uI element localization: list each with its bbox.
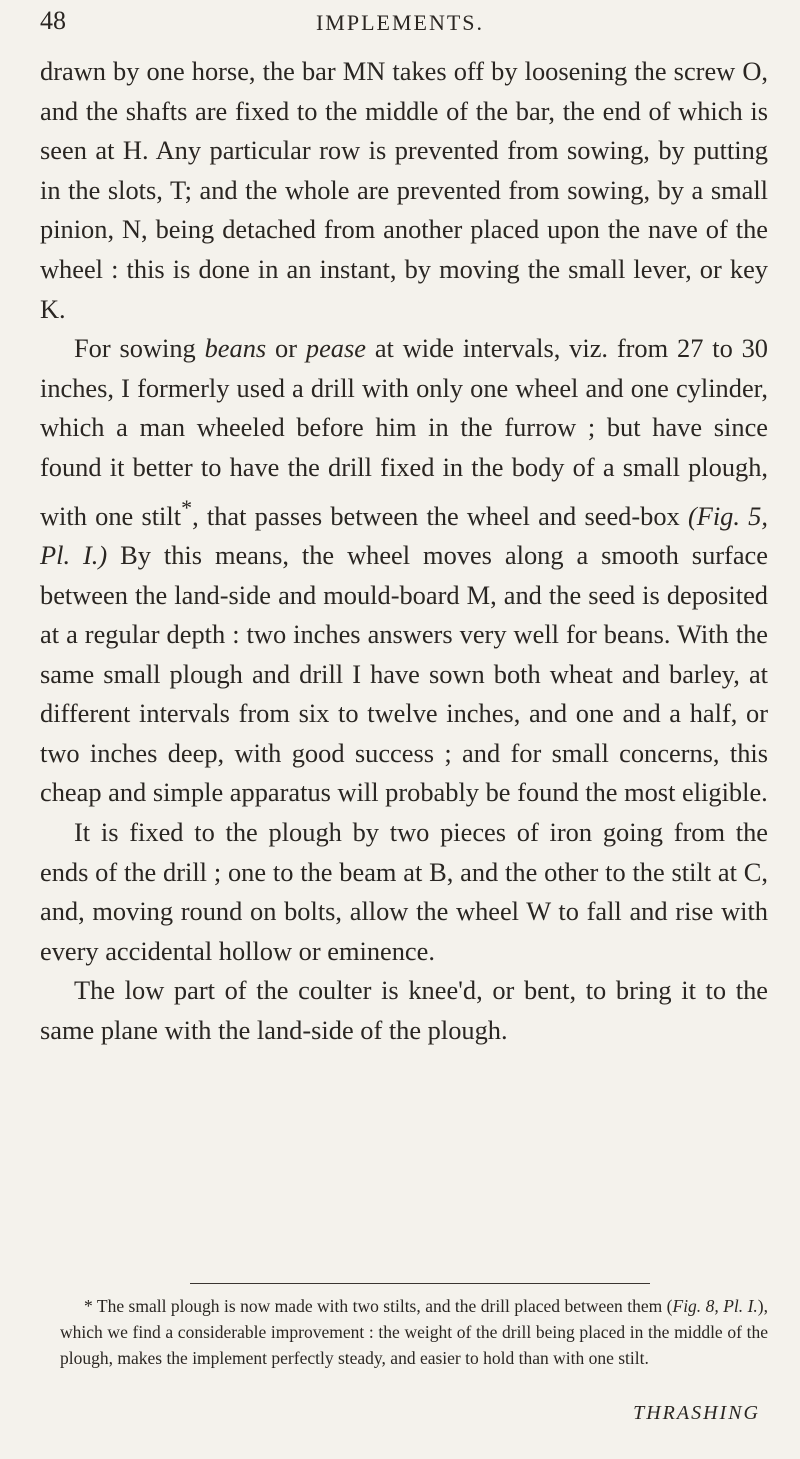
- paragraph-3: It is fixed to the plough by two pieces of iron going from the ends of the drill ; one to the beam at B, and the other to the stilt at C, and, moving round on bolts, allow the wheel W to fall and rise with every accidental hollow or eminence.: [40, 817, 768, 966]
- body-text: [40, 52, 768, 1051]
- paragraph-2: [40, 329, 768, 813]
- paragraph-2-text: By this means, the wheel moves along a smooth surface between the land-side and mould-board M, and the seed is deposited at a regular depth : two inches answers very well for beans. With the same small plough and drill I have sown both wheat and barley, at different intervals from six to twelve inches, and one and a half, or two inches deep, with good success ; and for small concerns, this cheap and simple apparatus will probably be found the most eligible.: [40, 539, 768, 808]
- figure-reference: (Fig. 5, Pl. I.): [40, 500, 768, 570]
- catchword: THRASHING: [633, 1402, 760, 1424]
- footnote-paragraph: [60, 1293, 768, 1371]
- footnote: [60, 1293, 768, 1371]
- paragraph-4: The low part of the coulter is knee'd, or bent, to bring it to the same plane with the land-side of the plough.: [40, 975, 768, 1046]
- page-number: 48: [40, 6, 66, 35]
- footnote-text: ), which we find a considerable improvement : the weight of the drill being placed in the middle of the plough, makes the implement perfectly steady, and easier to hold than with one stilt.: [60, 1296, 768, 1368]
- paragraph-2-text: or: [266, 333, 306, 364]
- footnote-figure-reference: Fig. 8, Pl. I.: [672, 1296, 758, 1316]
- paragraph-2-text: For sowing: [74, 333, 205, 364]
- footnote-text: The small plough is now made with two stilts, and the drill placed between them (: [92, 1296, 673, 1316]
- page-header: [40, 6, 760, 46]
- footnote-reference: *: [181, 494, 193, 520]
- footnote-mark: *: [84, 1296, 93, 1316]
- italic-pease: pease: [305, 333, 366, 364]
- running-head: IMPLEMENTS.: [315, 10, 485, 35]
- paragraph-2-text: at wide intervals, viz. from 27 to 30 inches, I formerly used a drill with only one wheel and one cylinder, which a man wheeled before him in the furrow ; but have since found it better to have the drill fixed in the body of a small plough, with one stilt: [40, 333, 769, 531]
- footnote-divider: [190, 1283, 650, 1284]
- paragraph-2-text: , that passes between the wheel and seed-box: [192, 500, 688, 531]
- paragraph-1: drawn by one horse, the bar MN takes off by loosening the screw O, and the shafts are fixed to the middle of the bar, the end of which is seen at H. Any particular row is prevented from sowing, by putting in the slots, T; and the whole are prevented from sowing, by a small pinion, N, being detached from another placed upon the nave of the wheel : this is done in an instant, by moving the small lever, or key K.: [40, 56, 768, 324]
- italic-beans: beans: [204, 333, 267, 364]
